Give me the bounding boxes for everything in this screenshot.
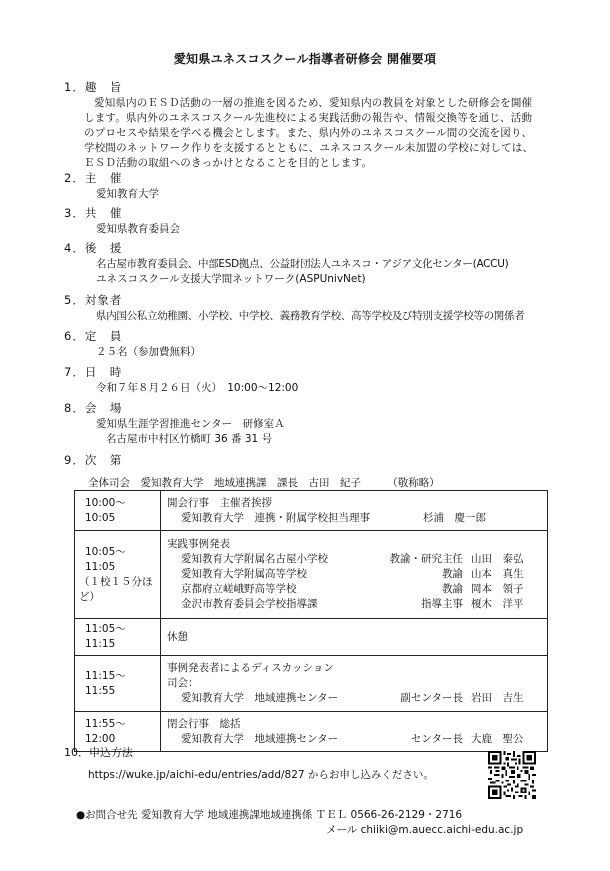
row-subtitle: 司会：: [167, 677, 199, 689]
row-title: 開会行事 主催者挨拶: [167, 496, 272, 509]
contact-info: [76, 808, 523, 838]
item-role: 教諭・研究主任: [389, 553, 463, 565]
venue-line-2: 名古屋市中村区竹橋町 36 番 31 号: [106, 433, 273, 446]
item-org: 愛知教育大学 連携・附属学校担当理事: [181, 511, 370, 524]
section-heading: 8．会 場: [64, 401, 123, 415]
item-name: 杉浦 慶一郎: [423, 511, 486, 524]
support-line-2: ユネスコスクール支援大学間ネットワーク(ASPUnivNet): [96, 273, 366, 286]
date-text: 令和７年８月２６日（火） 10:00～12:00: [96, 382, 299, 395]
item-role: 指導主事: [421, 598, 463, 610]
list-item: [167, 511, 541, 526]
section-venue: [64, 400, 564, 447]
section-apply-heading: 10．申込方法: [64, 746, 133, 759]
section-heading: 2．主 催: [64, 171, 123, 185]
time-text: 11:15～11:55: [85, 669, 126, 697]
section-heading: 9．次 第: [64, 453, 123, 467]
program-table: [74, 490, 548, 752]
item-org: 愛知教育大学 地域連携センター: [181, 692, 339, 704]
item-role: 副センター長: [400, 692, 463, 704]
cohost-text: 愛知県教育委員会: [96, 223, 180, 236]
list-item: [167, 552, 541, 567]
section-heading: 1．趣 旨: [64, 80, 123, 94]
section-heading: 4．後 援: [64, 241, 123, 255]
document-title: 愛知県ユネスコスクール指導者研修会 開催要項: [173, 52, 437, 66]
item-name: 岡本 領子: [471, 583, 524, 595]
section-date: [64, 364, 564, 396]
row-title: 休憩: [167, 630, 188, 643]
time-note: （１校１５分ほど）: [79, 575, 153, 603]
section-target: [64, 292, 564, 324]
table-row: [75, 656, 548, 712]
item-name: 榎木 洋平: [471, 598, 524, 610]
time-text: 10:00～10:05: [85, 496, 126, 524]
time-cell: [75, 531, 161, 619]
table-row: [75, 531, 548, 619]
section-heading: 6．定 員: [64, 329, 123, 343]
time-text: 11:05～11:15: [85, 623, 126, 650]
section-purpose: [64, 79, 564, 171]
time-text: 10:05～11:05: [85, 545, 126, 573]
item-name: 山田 泰弘: [471, 553, 524, 565]
section-program: [64, 452, 564, 469]
item-org: 愛知教育大学 地域連携センター: [181, 732, 339, 745]
item-role: 教諭: [442, 568, 463, 580]
content-cell: [161, 619, 548, 656]
section-heading: 3．共 催: [64, 206, 123, 220]
table-row: [75, 619, 548, 656]
time-cell: [75, 619, 161, 656]
section-heading: 7．日 時: [64, 365, 123, 379]
table-row: [75, 491, 548, 531]
item-org: 金沢市教育委員会学校指導課: [181, 598, 318, 610]
list-item: [167, 567, 541, 582]
purpose-text: 愛知県内のＥＳＤ活動の一層の推進を図るため、愛知県内の教員を対象とした研修会を開催します。県内外のユネスコスクール先進校による実践活動の報告や、情報交換等を通じ、活動のプロセスや結果を学べる機会とします。また、県内外のユネスコスクール間の交流を図り、学校間のネットワーク作りを支援するとともに、ユネスコスクール未加盟の学校に対しては、ＥＳＤ活動の取組へのきっかけとなることを目的とします。: [84, 97, 534, 170]
support-line-1: 名古屋市教育委員会、中部ESD拠点、公益財団法人ユネスコ・アジア文化センター(ACCU): [96, 258, 509, 271]
list-item: [167, 597, 541, 612]
item-org: 愛知教育大学附属高等学校: [181, 568, 307, 580]
row-title: 閉会行事 総括: [167, 717, 241, 730]
content-cell: [161, 712, 548, 752]
item-org: 京都府立嵯峨野高等学校: [181, 583, 297, 595]
time-text: 11:55～12:00: [85, 717, 126, 745]
item-role: センター長: [410, 732, 463, 745]
section-cohost: [64, 205, 564, 237]
content-cell: [161, 491, 548, 531]
section-heading: 5．対象者: [64, 293, 123, 307]
section-host: [64, 170, 564, 202]
list-item: [167, 732, 541, 747]
list-item: [167, 582, 541, 597]
venue-line-1: 愛知県生涯学習推進センター 研修室Ａ: [96, 418, 285, 431]
item-role: 教諭: [442, 583, 463, 595]
content-cell: [161, 656, 548, 712]
contact-email[interactable]: メール chiiki@m.auecc.aichi-edu.ac.jp: [326, 824, 524, 836]
item-name: 大鹿 聖公: [471, 732, 524, 745]
table-row: [75, 712, 548, 752]
section-support: [64, 240, 564, 287]
item-name: 岩田 吉生: [471, 692, 524, 704]
apply-url-text[interactable]: https://wuke.jp/aichi-edu/entries/add/827 からお申し込みください。: [88, 769, 434, 781]
time-cell: [75, 656, 161, 712]
time-cell: [75, 491, 161, 531]
row-title: 実践事例発表: [167, 538, 230, 550]
list-item: [167, 691, 541, 706]
item-org: 愛知教育大学附属名古屋小学校: [181, 553, 328, 565]
qr-code-icon[interactable]: [488, 751, 536, 799]
program-emcee: 全体司会 愛知教育大学 地域連携課 課長 古田 紀子 （敬称略）: [88, 477, 440, 489]
item-name: 山本 真生: [471, 568, 524, 580]
target-text: 県内国公私立幼稚園、小学校、中学校、義務教育学校、高等学校及び特別支援学校等の関係者: [96, 310, 525, 323]
content-cell: [161, 531, 548, 619]
row-title: 事例発表者によるディスカッション: [167, 662, 334, 674]
contact-line-1: ●お問合せ先 愛知教育大学 地域連携課地域連携係 ＴＥＬ 0566-26-2129・2716: [76, 809, 463, 821]
host-text: 愛知教育大学: [96, 188, 159, 201]
capacity-text: ２５名（参加費無料）: [96, 346, 201, 359]
section-capacity: [64, 328, 564, 360]
